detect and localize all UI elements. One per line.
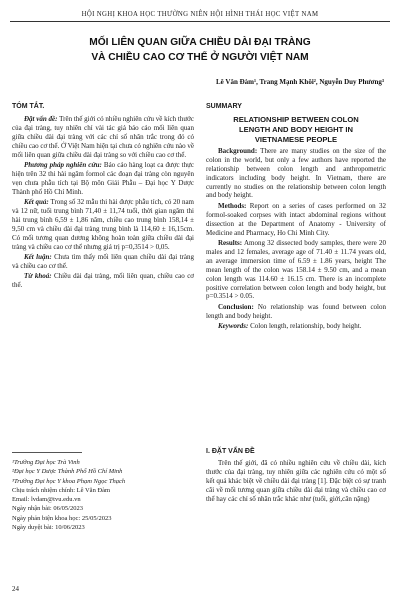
header-rule [10, 21, 390, 22]
introduction-text: Trên thế giới, đã có nhiều nghiên cứu về chiều dài, kích thước của đại tràng, tuy nhiên giữa các nghiên cứu có một số kết quả khác biệt về chiều dài đại tràng [1]. Đặc biệt có sự tranh cãi về mối tương quan giữa chiều dài đại tràng và chiều cao cơ thể hay các chỉ số nhân trắc khác như (tuổi, giới,cân nặng) [206, 458, 386, 503]
abstract-conclusion: Kết luận: Chưa tìm thấy mối liên quan chiều dài đại tràng và chiều cao cơ thể. [12, 253, 194, 270]
article-title [60, 35, 340, 65]
affiliation-notes [12, 458, 197, 532]
affiliation-1: ¹Trường Đại học Trà Vinh [12, 459, 80, 466]
title-line-2: VÀ CHIỀU CAO CƠ THỂ Ở NGƯỜI VIỆT NAM [91, 52, 309, 63]
abstract-heading: TÓM TẮT. [12, 103, 45, 110]
date-accepted: Ngày duyệt bài: 10/06/2023 [12, 524, 85, 532]
author-list: Lê Văn Đàm¹, Trang Mạnh Khôi², Nguyễn Duy Phương³ [215, 78, 384, 86]
title-line-1: MỐI LIÊN QUAN GIỮA CHIỀU DÀI ĐẠI TRÀNG [89, 37, 311, 48]
summary-background: Background: There are many studies on the size of the colon in the world, but only a few authors have reported the relationship between colon length and anthropometric indicators including body height. In Vietnam, there are currently no studies on the relationship between colon length and body height. [206, 146, 386, 200]
introduction-section [206, 448, 386, 505]
footnote-rule [12, 452, 82, 453]
date-received: Ngày nhận bài: 06/05/2023 [12, 505, 83, 513]
abstract-result: Kết quả: Trong số 32 mẫu thi hài được phẫu tích, có 20 nam và 12 nữ, tuổi trung bình 71,40 ± 11,74 tuổi, thời gian ngâm thi hài trung bình 6,59 ± 1,86 năm, chiều cao trung bình 158,14 ± 9,50 cm và chiều dài đại tràng trung bình là 114,60 ± 16,15cm. Có mối tương quan dương không hoàn toàn giữa chiều dài đại tràng và chiều cao cơ thể nhưng giá trị p=0,3514 > 0,05. [12, 198, 194, 251]
summary-results: Results: Among 32 dissected body samples, there were 20 males and 12 females, average age of 71.40 ± 11.74 years old, an average immersion time of 6.59 ± 1.86 years, height The mean length of the colon was 158.14 ± 9.50 cm, and a mean colon length was 114.60 ± 16.15 cm. There is an incomplete positive correlation between colon length and body height, but p=0.3514 > 0.05. [206, 238, 386, 301]
introduction-heading: I. ĐẶT VẤN ĐỀ [206, 448, 255, 455]
english-title: RELATIONSHIP BETWEEN COLON LENGTH AND BODY HEIGHT IN VIETNAMESE PEOPLE [233, 114, 359, 144]
summary-keywords: Keywords: Colon length, relationship, body height. [218, 322, 362, 331]
summary-methods: Methods: Report on a series of cases performed on 32 formol-soaked corpses with intact abdominal regions without dissection at the Department of Anatomy - University of Medicine and Pharmacy, Ho Chi Minh City. [206, 201, 386, 237]
vietnamese-abstract [12, 103, 194, 292]
english-summary [206, 103, 386, 333]
running-header: HỘI NGHỊ KHOA HỌC THƯỜNG NIÊN HỘI HÌNH THÁI HỌC VIỆT NAM [81, 11, 319, 18]
author-email: Email: lvdam@tvu.edu.vn [12, 496, 81, 504]
affiliation-2: ²Đại học Y Dược Thành Phố Hồ Chí Minh [12, 468, 123, 476]
page-number: 24 [12, 585, 19, 593]
affiliation-3: ³Trường Đại học Y khoa Phạm Ngọc Thạch [12, 477, 126, 485]
summary-conclusion: Conclusion: No relationship was found between colon length and body height. [206, 302, 386, 320]
summary-heading: SUMMARY [206, 103, 242, 110]
abstract-method: Phương pháp nghiên cứu: Báo cáo hàng loạt ca được thực hiện trên 32 thi hài ngâm formol các đoạn đại tràng còn nguyên vẹn chưa phẫu tích tại Bộ môn Giải Phẫu – Đại học Y Dược Thành phố Hồ Chí Minh. [12, 160, 194, 196]
corresponding-author: Chịu trách nhiệm chính: Lê Văn Đàm [12, 486, 111, 494]
abstract-keywords: Từ khoá: Chiều dài đại tràng, mối liên quan, chiều cao cơ thể. [12, 272, 194, 290]
abstract-intro: Đặt vấn đề: Trên thế giới có nhiều nghiên cứu về kích thước của đại tràng, tuy nhiên chỉ vài tác giả báo cáo mối liên quan giữa chiều dài đại tràng với các chỉ số nhân trắc trong đó có chiều cao cơ thể. Ở Việt Nam hiện tại chưa có nghiên cứu nào về mối liên quan giữa chiều dài đại tràng so với chiều cao cơ thể. [12, 114, 194, 159]
date-review: Ngày phản biện khoa học: 25/05/2023 [12, 514, 112, 522]
